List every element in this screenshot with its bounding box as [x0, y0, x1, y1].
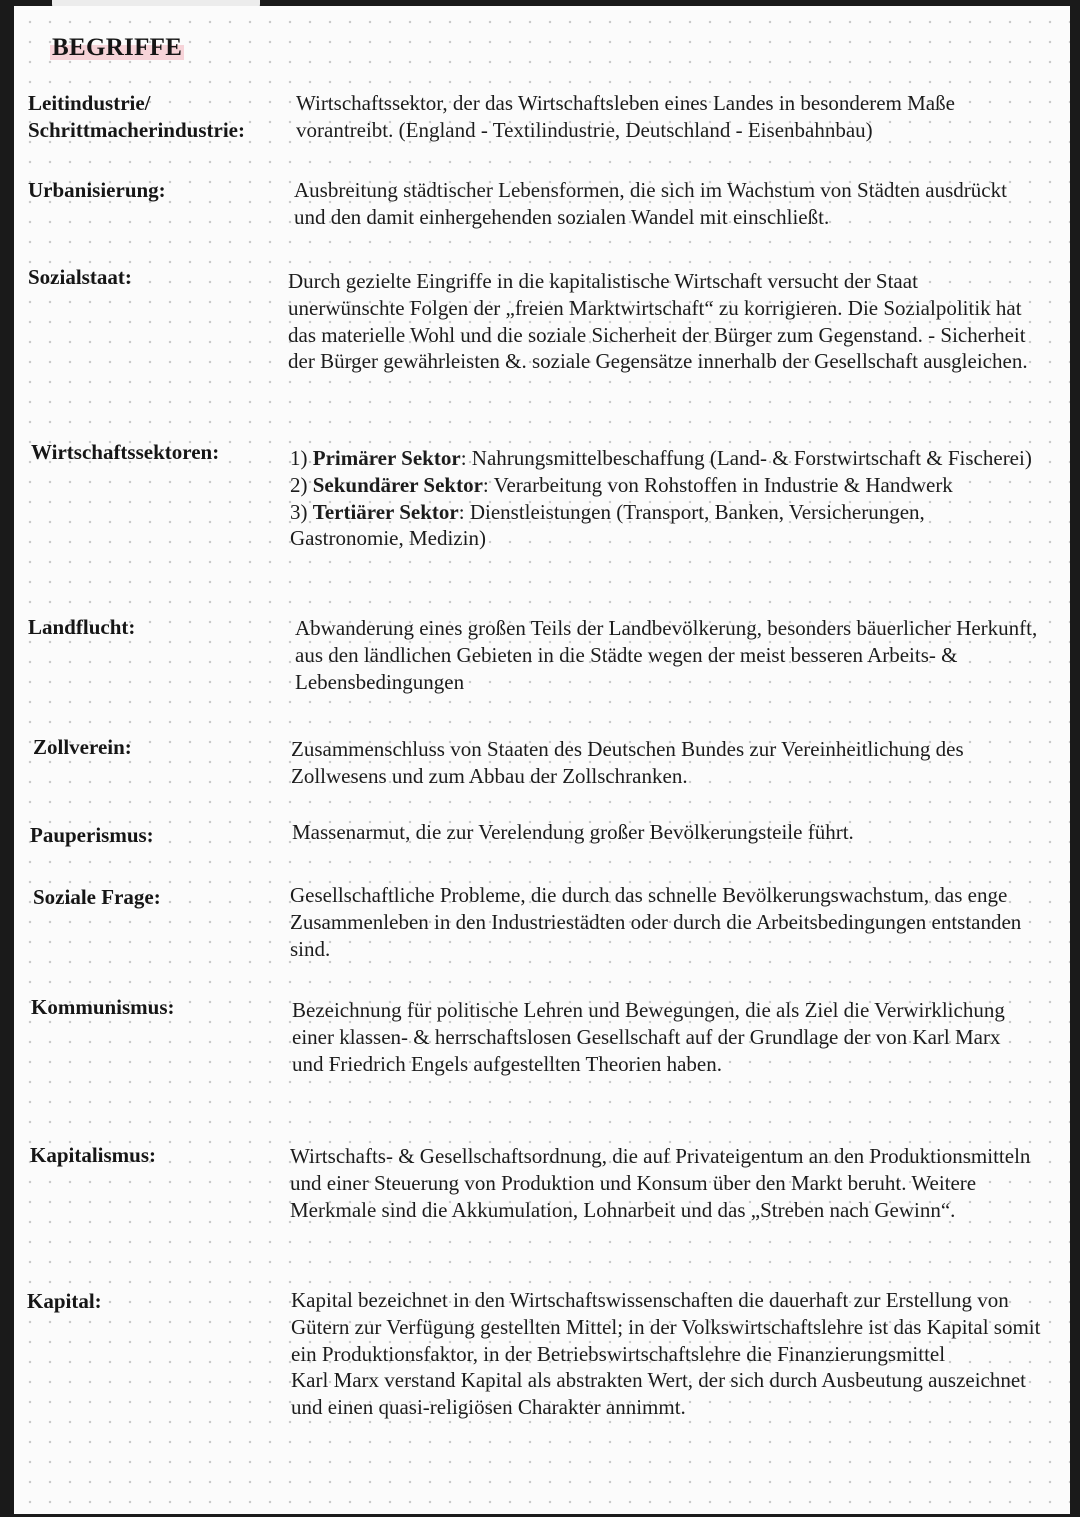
sector-number: 2) — [290, 472, 313, 497]
term-label: Sozialstaat: — [28, 265, 132, 289]
term-definition: Ausbreitung städtischer Lebensformen, die sich im Wachstum von Städten ausdrückt und den damit einhergehenden sozialen Wandel mit einschließt. — [294, 178, 1007, 229]
term-definition-continued: Karl Marx verstand Kapital als abstrakten Wert, der sich durch Ausbeutung auszeichnet und einen quasi-religiösen Charakter annimmt. — [291, 1368, 1027, 1420]
term-definition: Bezeichnung für politische Lehren und Bewegungen, die als Ziel die Verwirklichung einer klassen- & herrschaftslosen Gesellschaft auf der Grundlage der von Karl Marx und Friedrich Engels aufgestellten Theorien haben. — [292, 998, 1005, 1076]
page-heading: BEGRIFFE — [52, 34, 183, 61]
sector-name: Primärer Sektor — [312, 446, 461, 470]
term-label: Kapital: — [27, 1289, 102, 1313]
sector-item — [290, 445, 1038, 472]
dotted-paper-sheet — [14, 6, 1070, 1514]
sector-name: Sekundärer Sektor — [312, 472, 483, 497]
term-label: Kapitalismus: — [30, 1143, 157, 1167]
term-definition: Massenarmut, die zur Verelendung großer Bevölkerungsteile führt. — [292, 820, 854, 844]
term-label: Landflucht: — [28, 615, 136, 639]
sector-text: : Verarbeitung von Rohstoffen in Industrie & Handwerk — [482, 472, 953, 497]
sector-text: : Dienstleistungen (Transport, Banken, Versicherungen, Gastronomie, Medizin) — [290, 499, 925, 551]
term-label: Wirtschaftssektoren: — [31, 440, 220, 464]
term-definition-block — [291, 1287, 1059, 1421]
sector-item — [290, 499, 1038, 553]
sector-item — [290, 472, 1038, 499]
term-definition: Kapital bezeichnet in den Wirtschaftswissenschaften die dauerhaft zur Erstellung von Gütern zur Verfügung gestellten Mittel; in der Volkswirtschaftslehre ist das Kapital somit ein Produktionsfaktor, in der Betriebswirtschaftslehre die Finanzierungsmittel — [291, 1288, 1041, 1366]
term-definition: Durch gezielte Eingriffe in die kapitalistische Wirtschaft versucht der Staat unerwünschte Folgen der „freien Marktwirtschaft“ zu korrigieren. Die Sozialpolitik hat das materielle Wohl und die soziale Sicherheit der Bürger zum Gegenstand. - Sicherheit der Bürger gewährleisten &. soziale Gegensätze innerhalb der Gesellschaft ausgleichen. — [288, 269, 1028, 374]
term-label: Urbanisierung: — [28, 178, 166, 202]
term-definition: Gesellschaftliche Probleme, die durch das schnelle Bevölkerungswachstum, das enge Zusammenleben in den Industriestädten oder durch die Arbeitsbedingungen entstanden sind. — [290, 883, 1022, 961]
term-definition: Wirtschaftssektor, der das Wirtschaftsleben eines Landes in besonderem Maße vorantreibt. (England - Textilindustrie, Deutschland - Eisenbahnbau) — [296, 91, 955, 142]
sector-name: Tertiärer Sektor — [312, 499, 459, 524]
sector-number: 1) — [290, 446, 313, 470]
sector-number: 3) — [290, 499, 313, 524]
term-definition: Abwanderung eines großen Teils der Landbevölkerung, besonders bäuerlicher Herkunft, aus den ländlichen Gebieten in die Städte wegen der meist besseren Arbeits- & Lebensbedingungen — [295, 616, 1038, 694]
term-definition: Zusammenschluss von Staaten des Deutschen Bundes zur Vereinheitlichung des Zollwesens und zum Abbau der Zollschranken. — [291, 737, 964, 788]
term-definition: Wirtschafts- & Gesellschaftsordnung, die auf Privateigentum an den Produktionsmitteln und einer Steuerung von Produktion und Konsum über den Markt beruht. Weitere Merkmale sind die Akkumulation, Lohnarbeit und das „Streben nach Gewinn“. — [290, 1144, 1031, 1222]
sector-text: : Nahrungsmittelbeschaffung (Land- & Forstwirtschaft & Fischerei) — [460, 446, 1032, 470]
term-label: Kommunismus: — [31, 995, 175, 1019]
term-label: Soziale Frage: — [33, 885, 161, 909]
term-label: Pauperismus: — [30, 823, 154, 847]
term-label: Zollverein: — [33, 735, 132, 759]
sector-list — [290, 445, 1038, 552]
term-label: Leitindustrie/ Schrittmacherindustrie: — [28, 91, 245, 142]
